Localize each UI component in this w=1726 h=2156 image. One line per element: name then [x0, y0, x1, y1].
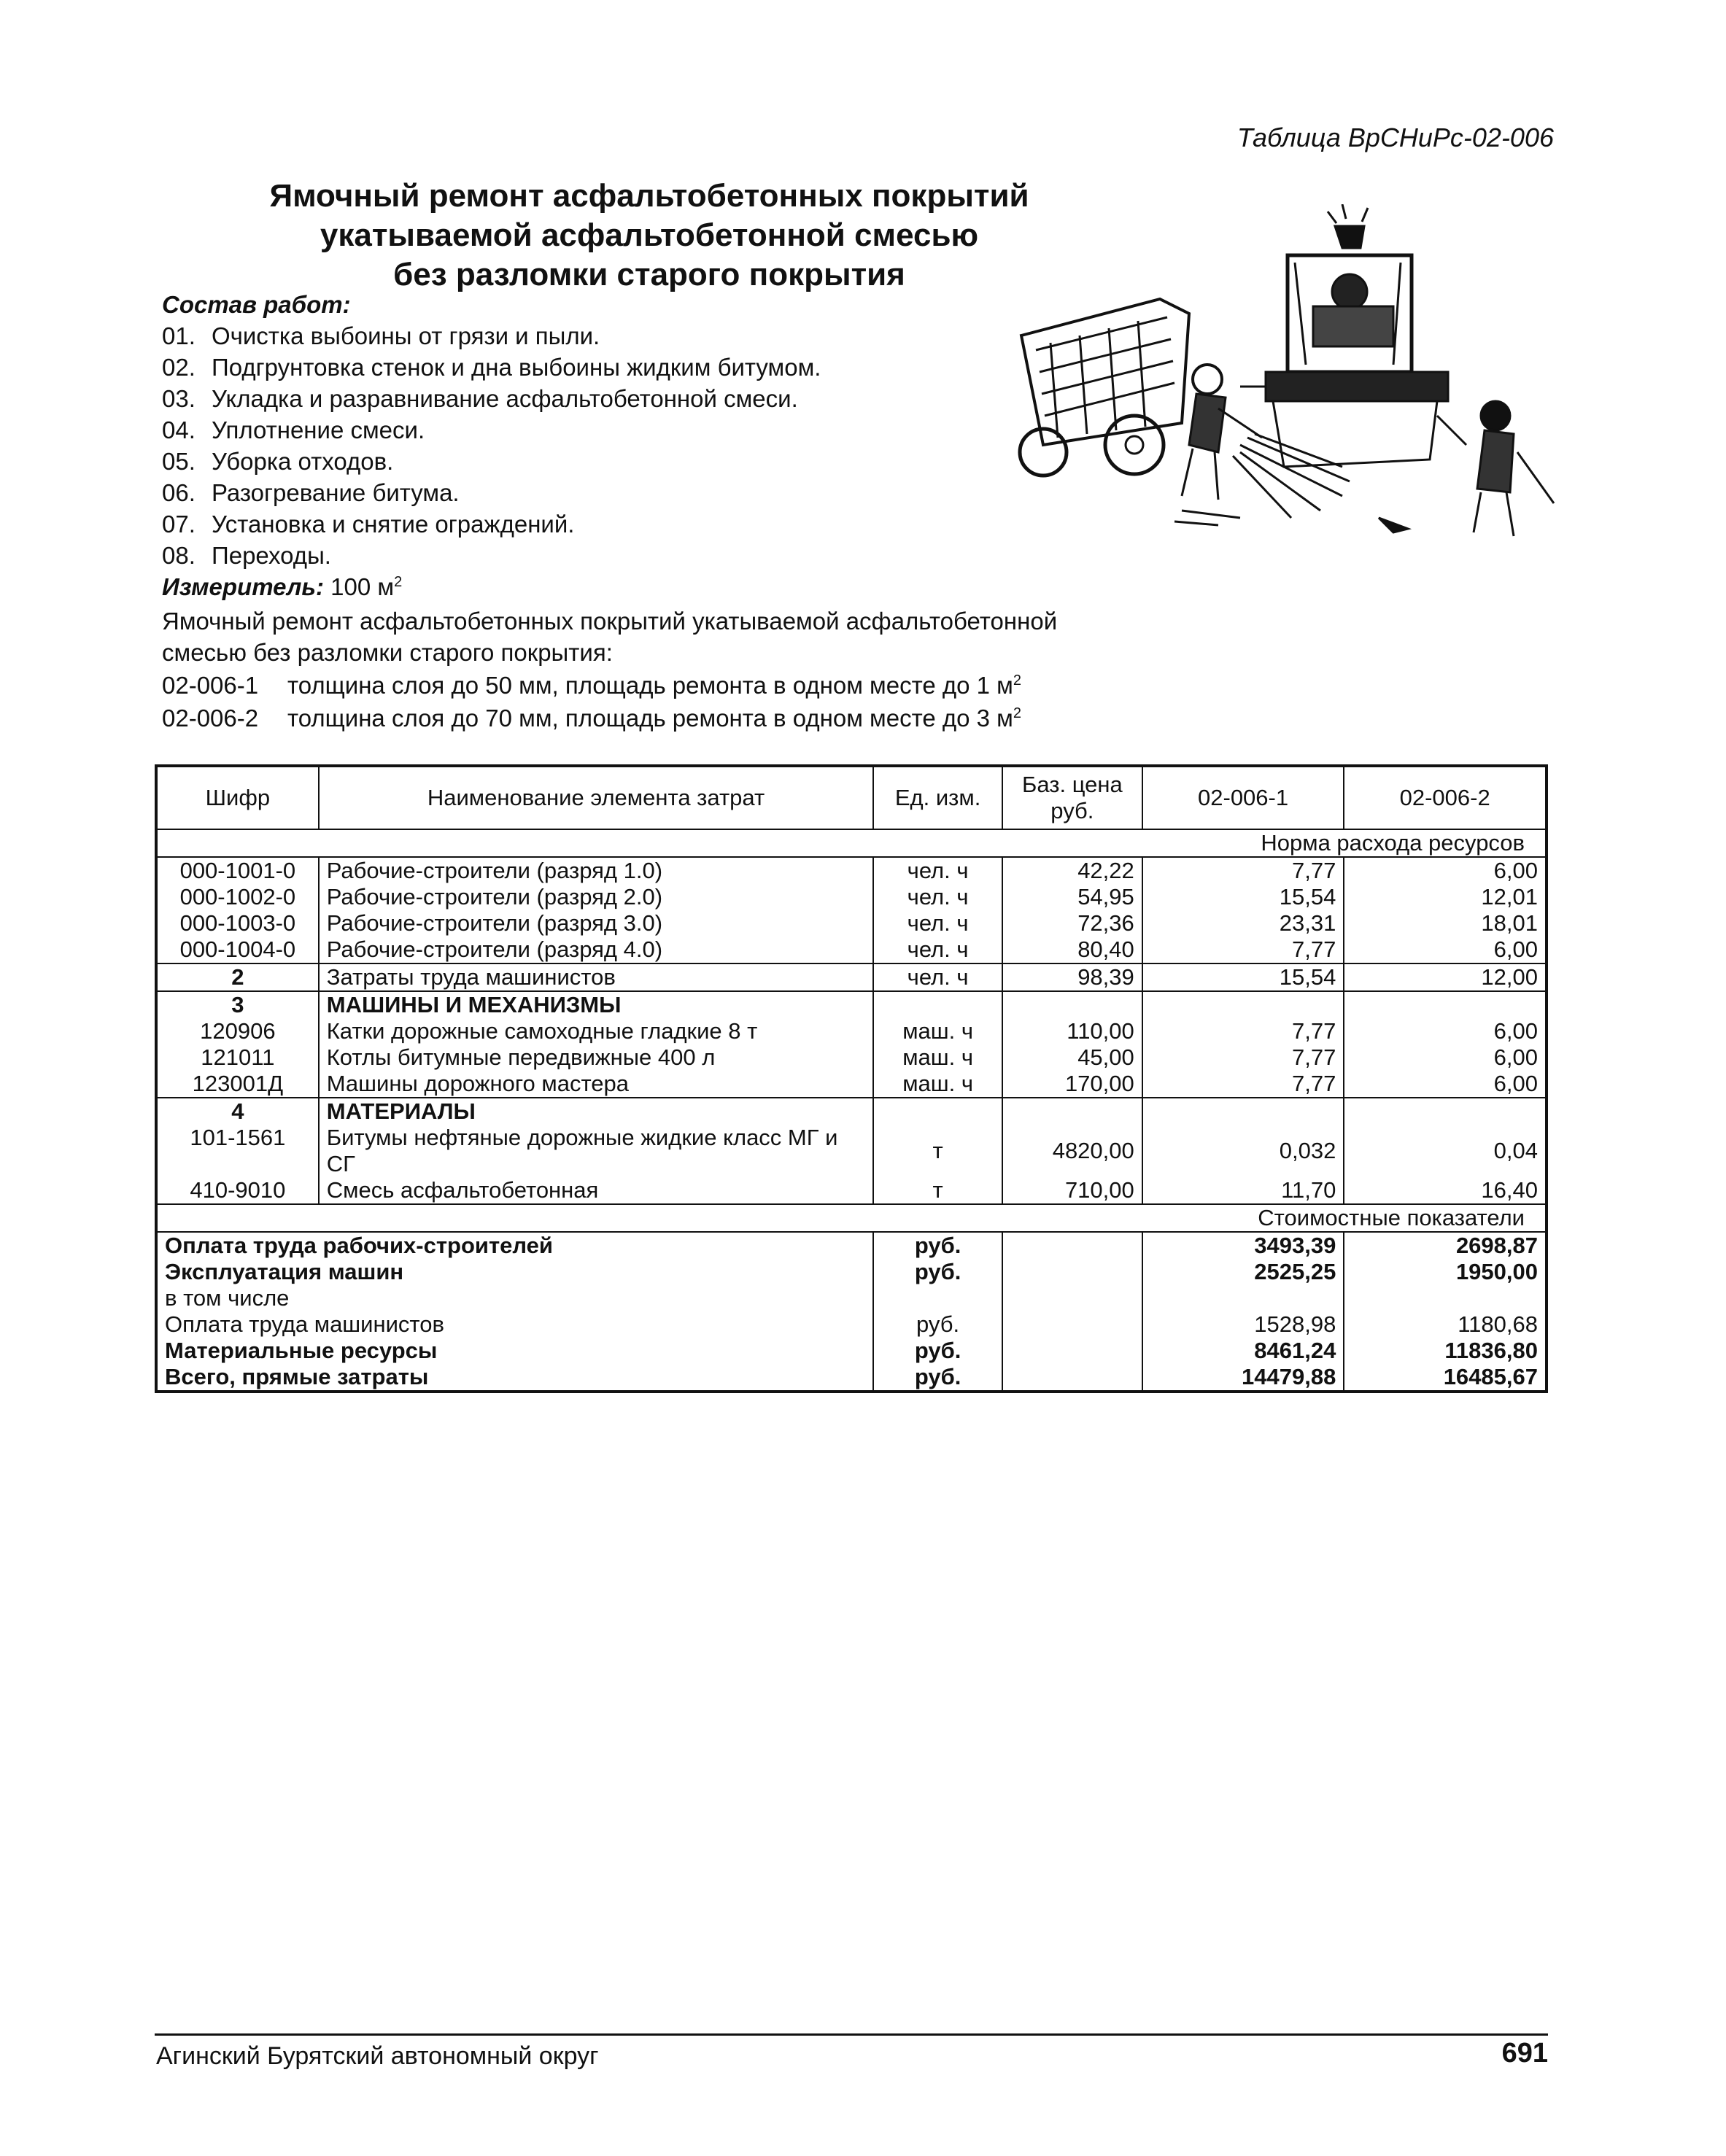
table-row: 121011 Котлы битумные передвижные 400 л маш. ч 45,00 7,77 6,00 [156, 1044, 1547, 1071]
col-header-price: Баз. цена руб. [1002, 766, 1142, 829]
col-header-name: Наименование элемента затрат [319, 766, 873, 829]
table-row: 120906 Катки дорожные самоходные гладкие 8 т маш. ч 110,00 7,77 6,00 [156, 1018, 1547, 1044]
col-header-unit: Ед. изм. [873, 766, 1002, 829]
table-row: 2 Затраты труда машинистов чел. ч 98,39 15,54 12,00 [156, 963, 1547, 991]
description-text: Ямочный ремонт асфальтобетонных покрытий укатываемой асфальтобетонной смесью без разломки старого покрытия: [162, 608, 1058, 666]
table-row: 000-1002-0 Рабочие-строители (разряд 2.0) чел. ч 54,95 15,54 12,01 [156, 884, 1547, 910]
composition-heading: Состав работ: [162, 291, 351, 318]
table-row: 000-1004-0 Рабочие-строители (разряд 4.0) чел. ч 80,40 7,77 6,00 [156, 937, 1547, 963]
work-item: 05. Уборка отходов. [162, 448, 394, 475]
table-row: 000-1003-0 Рабочие-строители (разряд 3.0) чел. ч 72,36 23,31 18,01 [156, 910, 1547, 937]
footer-region: Агинский Бурятский автономный округ [156, 2042, 599, 2070]
work-item: 03. Укладка и разравнивание асфальтобетонной смеси. [162, 385, 798, 412]
cost-row: Всего, прямые затраты руб. 14479,88 16485,67 [156, 1364, 1547, 1392]
resource-table [155, 764, 1548, 1393]
footer-divider [155, 2033, 1548, 2036]
section-cost-label: Стоимостные показатели [156, 1204, 1547, 1232]
work-description [162, 289, 1169, 734]
col-header-variant-2: 02-006-2 [1344, 766, 1547, 829]
work-item: 02. Подгрунтовка стенок и дна выбоины жидким битумом. [162, 354, 821, 381]
work-item: 01. Очистка выбоины от грязи и пыли. [162, 322, 600, 349]
group-heading-row: 4 МАТЕРИАЛЫ [156, 1098, 1547, 1125]
page-number: 691 [1501, 2038, 1548, 2068]
section-norm-label: Норма расхода ресурсов [156, 829, 1547, 857]
work-item: 07. Установка и снятие ограждений. [162, 511, 575, 538]
cost-row: в том числе [156, 1285, 1547, 1311]
measure-value: 100 м [330, 573, 395, 600]
col-header-variant-1: 02-006-1 [1142, 766, 1344, 829]
cost-row: Оплата труда машинистов руб. 1528,98 1180,68 [156, 1311, 1547, 1338]
title-line-1: Ямочный ремонт асфальтобетонных покрытий [269, 178, 1029, 214]
cost-row: Оплата труда рабочих-строителей руб. 3493,39 2698,87 [156, 1232, 1547, 1259]
document-title [175, 177, 1123, 295]
table-row: 101-1561 Битумы нефтяные дорожные жидкие класс МГ и СГ т 4820,00 0,032 0,04 [156, 1125, 1547, 1177]
measure-line: Измеритель: 100 $м^2$ [162, 573, 403, 600]
variant-line: 02-006-1 толщина слоя до 50 мм, площадь ремонта в одном месте до 1 $м^2$ [162, 672, 1021, 699]
table-row: 000-1001-0 Рабочие-строители (разряд 1.0) чел. ч 42,22 7,77 6,00 [156, 857, 1547, 884]
title-line-2: укатываемой асфальтобетонной смесью [320, 217, 979, 253]
measure-label: Измеритель: [162, 573, 324, 600]
variant-line: 02-006-2 толщина слоя до 70 мм, площадь ремонта в одном месте до 3 $м^2$ [162, 705, 1021, 732]
title-line-3: без разломки старого покрытия [393, 257, 905, 292]
work-item: 06. Разогревание битума. [162, 479, 460, 506]
section-cost-row [156, 1204, 1547, 1232]
table-row: 123001Д Машины дорожного мастера маш. ч 170,00 7,77 6,00 [156, 1071, 1547, 1098]
work-item: 08. Переходы. [162, 542, 331, 569]
section-norm-row [156, 829, 1547, 857]
table-row: 410-9010 Смесь асфальтобетонная т 710,00 11,70 16,40 [156, 1177, 1547, 1204]
table-header-row [156, 766, 1547, 829]
work-item: 04. Уплотнение смеси. [162, 416, 425, 443]
cost-row: Эксплуатация машин руб. 2525,25 1950,00 [156, 1259, 1547, 1285]
table-reference: Таблица ВрСНиРс-02-006 [1237, 123, 1554, 152]
col-header-code: Шифр [156, 766, 319, 829]
group-heading-row: 3 МАШИНЫ И МЕХАНИЗМЫ [156, 991, 1547, 1018]
cost-row: Материальные ресурсы руб. 8461,24 11836,80 [156, 1338, 1547, 1364]
